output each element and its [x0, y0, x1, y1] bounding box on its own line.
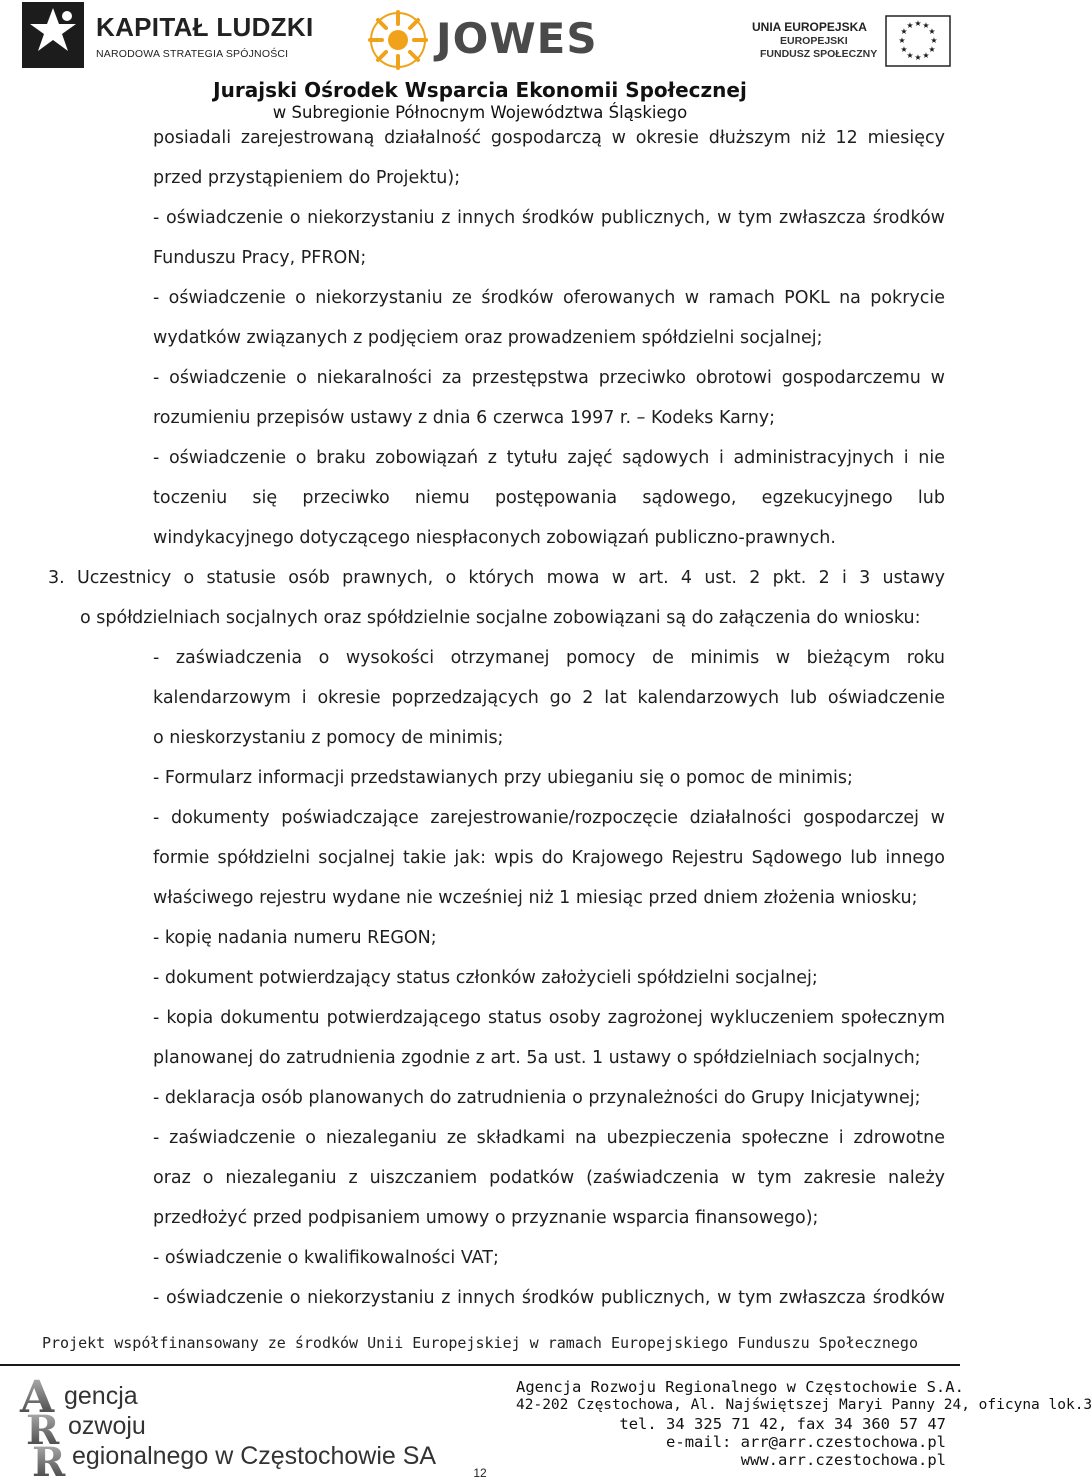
ue-line1: UNIA EUROPEJSKA	[752, 20, 867, 34]
header-organization: Jurajski Ośrodek Wsparcia Ekonomii Społecznej	[213, 78, 747, 102]
text-line: kalendarzowym i okresie poprzedzających go 2 lat kalendarzowych lub oświadczenie	[153, 688, 945, 708]
eu-logo	[752, 16, 952, 70]
address-phone: tel. 34 325 71 42, fax 34 360 57 47	[619, 1415, 946, 1433]
text-line: - kopię nadania numeru REGON;	[153, 928, 437, 948]
svg-text:★: ★	[900, 45, 908, 54]
header-subregion: w Subregionie Północnym Województwa Śląskiego	[272, 103, 688, 122]
text-line: - oświadczenie o niekaralności za przestępstwa przeciwko obrotowi gospodarczemu w	[153, 368, 945, 388]
text-line: windykacyjnego dotyczącego niespłaconych zobowiązań publiczno-prawnych.	[153, 528, 836, 548]
text-line: - dokumenty poświadczające zarejestrowanie/rozpoczęcie działalności gospodarczej w	[153, 808, 945, 828]
ue-line3: FUNDUSZ SPOŁECZNY	[760, 48, 878, 60]
svg-text:★: ★	[914, 53, 922, 62]
address-company: Agencja Rozwoju Regionalnego w Częstochowie S.A.	[516, 1378, 964, 1396]
text-line: posiadali zarejestrowaną działalność gospodarczą w okresie dłuższym niż 12 miesięcy	[153, 128, 945, 148]
text-line: - oświadczenie o braku zobowiązań z tytułu zajęć sądowych i administracyjnych i nie	[153, 448, 945, 468]
address-website: www.arr.czestochowa.pl	[740, 1451, 946, 1469]
text-line: - zaświadczenie o niezaleganiu ze składkami na ubezpieczenia społeczne i zdrowotne	[153, 1128, 945, 1148]
text-line: o spółdzielniach socjalnych oraz spółdzielnie socjalne zobowiązani są do załączenia do wniosku:	[80, 608, 921, 628]
text-line: - kopia dokumentu potwierdzającego status osoby zagrożonej wykluczeniem społecznym	[153, 1008, 945, 1028]
address-email: e-mail: arr@arr.czestochowa.pl	[666, 1433, 946, 1451]
text-line: - deklaracja osób planowanych do zatrudnienia o przynależności do Grupy Inicjatywnej;	[153, 1088, 921, 1108]
arr-word-rozwoju: ozwoju	[68, 1412, 146, 1440]
address-street: 42-202 Częstochowa, Al. Najświętszej Maryi Panny 24, oficyna lok.3	[516, 1397, 1092, 1413]
page-header	[0, 0, 960, 130]
page-number: 12	[473, 1466, 487, 1480]
ue-line2: EUROPEJSKI	[780, 35, 848, 47]
svg-text:★: ★	[930, 36, 938, 45]
svg-text:★: ★	[922, 51, 930, 60]
kl-subtitle: NARODOWA STRATEGIA SPÓJNOŚCI	[96, 48, 289, 60]
text-line: formie spółdzielni socjalnej takie jak: wpis do Krajowego Rejestru Sądowego lub innego	[153, 848, 945, 868]
text-line: - dokument potwierdzający status członków założycieli spółdzielni socjalnej;	[153, 968, 818, 988]
text-line: toczeniu się przeciwko niemu postępowania sądowego, egzekucyjnego lub	[153, 488, 945, 508]
text-line: - oświadczenie o niekorzystaniu ze środków oferowanych w ramach POKL na pokrycie	[153, 288, 945, 308]
svg-text:★: ★	[900, 27, 908, 36]
text-line: - oświadczenie o niekorzystaniu z innych środków publicznych, w tym zwłaszcza środków	[153, 1288, 945, 1308]
text-line: przedłożyć przed podpisaniem umowy o przyznanie wsparcia finansowego);	[153, 1208, 819, 1228]
kapital-ludzki-emblem-icon	[22, 2, 92, 72]
svg-text:A: A	[20, 1372, 55, 1423]
numbered-item-3: 3. Uczestnicy o statusie osób prawnych, o których mowa w art. 4 ust. 2 pkt. 2 i 3 ustawy	[48, 568, 945, 588]
svg-text:★: ★	[928, 45, 936, 54]
jowes-logo	[366, 8, 598, 70]
svg-text:★: ★	[898, 36, 906, 45]
jowes-wordmark: JOWES	[436, 14, 598, 63]
svg-text:★: ★	[922, 21, 930, 30]
kl-title: KAPITAŁ LUDZKI	[96, 12, 314, 42]
svg-text:★: ★	[906, 51, 914, 60]
text-line: Funduszu Pracy, PFRON;	[153, 248, 367, 268]
svg-text:★: ★	[914, 19, 922, 28]
project-cofinancing-note: Projekt współfinansowany ze środków Unii Europejskiej w ramach Europejskiego Funduszu Społecznego	[42, 1334, 918, 1352]
arr-word-agencja: gencja	[64, 1382, 138, 1410]
text-line: - oświadczenie o kwalifikowalności VAT;	[153, 1248, 499, 1268]
eu-stars-flag-icon	[886, 16, 950, 66]
svg-text:★: ★	[928, 27, 936, 36]
svg-text:★: ★	[906, 21, 914, 30]
arr-word-regionalnego: egionalnego w Częstochowie SA	[72, 1442, 437, 1470]
arr-logo	[16, 1372, 466, 1482]
jowes-sun-icon	[366, 8, 430, 72]
text-line: rozumieniu przepisów ustawy z dnia 6 czerwca 1997 r. – Kodeks Karny;	[153, 408, 776, 428]
text-line: - zaświadczenia o wysokości otrzymanej pomocy de minimis w bieżącym roku	[153, 648, 945, 668]
text-line: właściwego rejestru wydane nie wcześniej niż 1 miesiąc przed dniem złożenia wniosku;	[153, 888, 918, 908]
svg-text:R: R	[26, 1407, 60, 1454]
text-line: - Formularz informacji przedstawianych przy ubieganiu się o pomoc de minimis;	[153, 768, 853, 788]
text-line: oraz o niezaleganiu z uiszczaniem podatków (zaświadczenia w tym zakresie należy	[153, 1168, 945, 1188]
svg-text:R: R	[32, 1439, 66, 1482]
footer-divider	[0, 1364, 960, 1366]
text-line: o nieskorzystaniu z pomocy de minimis;	[153, 728, 504, 748]
kapital-ludzki-logo	[22, 2, 314, 72]
text-line: planowanej do zatrudnienia zgodnie z art. 5a ust. 1 ustawy o spółdzielniach socjalnych;	[153, 1048, 921, 1068]
text-line: - oświadczenie o niekorzystaniu z innych środków publicznych, w tym zwłaszcza środków	[153, 208, 945, 228]
text-line: przed przystąpieniem do Projektu);	[153, 168, 461, 188]
text-line: wydatków związanych z podjęciem oraz prowadzeniem spółdzielni socjalnej;	[153, 328, 823, 348]
